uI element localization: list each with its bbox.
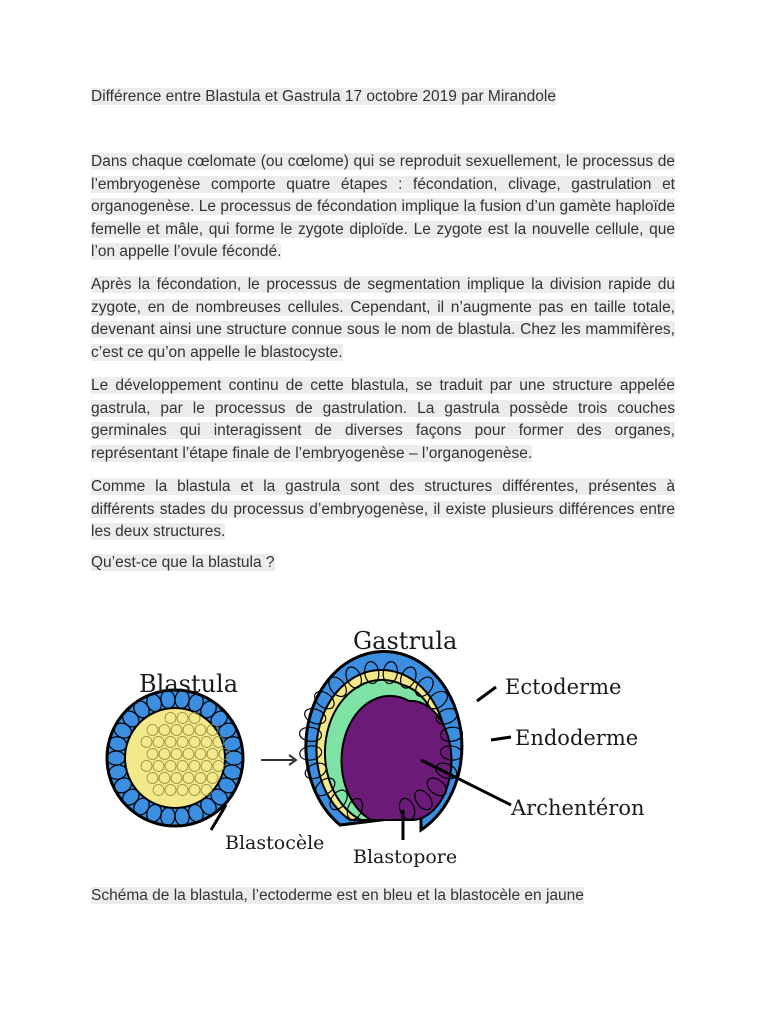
label-endoderme: Endoderme bbox=[515, 726, 639, 750]
blastula-drawing bbox=[107, 690, 243, 827]
figure-caption: Schéma de la blastula, l’ectoderme est en bleu et la blastocèle en jaune bbox=[91, 887, 584, 904]
gastrula-drawing bbox=[299, 651, 464, 830]
section-question: Qu’est-ce que la blastula ? bbox=[91, 554, 275, 571]
label-blastocele: Blastocèle bbox=[225, 832, 325, 854]
paragraph-3: Le développement continu de cette blastula, se traduit par une structure appelée gastrula, par le processus de gastrulation. La gastrula possède trois couches germinales qui interagissent de diverses façons pour former des organes, représentant l’étape finale de l’embryogenèse – l’organogenèse. bbox=[91, 377, 675, 462]
label-archenteron: Archentéron bbox=[511, 796, 645, 820]
label-blastula: Blastula bbox=[139, 670, 239, 698]
document-title: Différence entre Blastula et Gastrula 17 octobre 2019 par Mirandole bbox=[91, 88, 556, 105]
paragraph-1: Dans chaque cœlomate (ou cœlome) qui se reproduit sexuellement, le processus de l’embryogenèse comporte quatre étapes : fécondation, clivage, gastrulation et organogenèse. Le processus de fécondation implique la fusion d’un gamète haploïde femelle et mâle, qui forme le zygote diploïde. Le zygote est la nouvelle cellule, que l’on appelle l’ovule fécondé. bbox=[91, 153, 675, 261]
diagram-svg bbox=[91, 615, 671, 875]
label-gastrula: Gastrula bbox=[353, 627, 458, 655]
blastula-gastrula-diagram bbox=[91, 615, 671, 875]
transition-arrow bbox=[261, 755, 296, 765]
gastrula-archenteron bbox=[341, 696, 451, 820]
label-blastopore: Blastopore bbox=[353, 846, 458, 868]
label-ectoderme: Ectoderme bbox=[505, 675, 622, 699]
paragraph-2: Après la fécondation, le processus de segmentation implique la division rapide du zygote, en de nombreuses cellules. Cependant, il n’augmente pas en taille totale, devenant ainsi une structure connue sous le nom de blastula. Chez les mammifères, c’est ce qu’on appelle le blastocyste. bbox=[91, 276, 675, 361]
paragraph-4: Comme la blastula et la gastrula sont des structures différentes, présentes à différents stades du processus d’embryogenèse, il existe plusieurs différences entre les deux structures. bbox=[91, 478, 675, 541]
